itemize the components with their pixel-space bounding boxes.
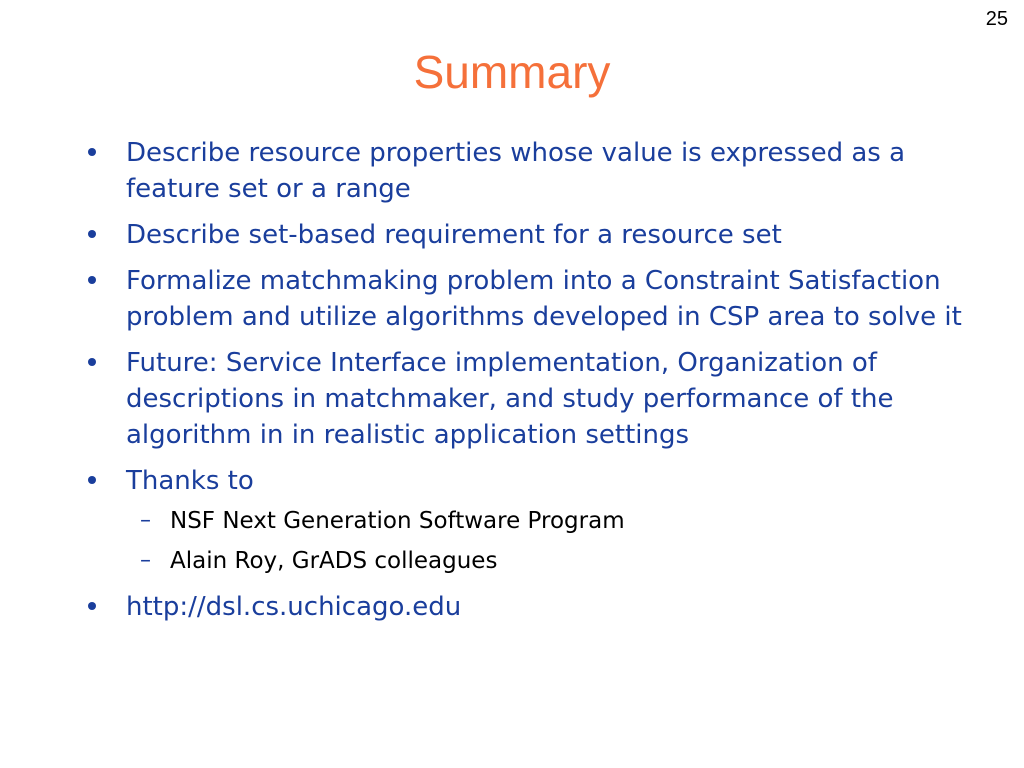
url-link[interactable]: http://dsl.cs.uchicago.edu: [126, 592, 462, 622]
bullet-dot-icon: [88, 148, 96, 156]
bullet-text: Thanks to: [126, 466, 254, 496]
sub-bullet-list: [126, 503, 964, 579]
bullet-item: [84, 217, 964, 253]
bullet-text: Future: Service Interface implementation, Organization of descriptions in matchmaker, and study performance of the algorithm in in realistic application settings: [126, 348, 894, 450]
bullet-item: [84, 263, 964, 335]
page-number: 25: [985, 8, 1008, 30]
bullet-item: [84, 589, 964, 625]
bullet-dot-icon: [88, 230, 96, 238]
sub-bullet-text: Alain Roy, GrADS colleagues: [170, 548, 498, 574]
bullet-text: Formalize matchmaking problem into a Constraint Satisfaction problem and utilize algorithms developed in CSP area to solve it: [126, 266, 962, 332]
bullet-dot-icon: [88, 358, 96, 366]
bullet-text: Describe set-based requirement for a resource set: [126, 220, 782, 250]
dash-icon: –: [140, 548, 151, 573]
sub-bullet-item: [140, 543, 964, 579]
bullet-item: [84, 135, 964, 207]
bullet-text: Describe resource properties whose value is expressed as a feature set or a range: [126, 138, 906, 204]
dash-icon: –: [140, 508, 151, 533]
bullet-dot-icon: [88, 276, 96, 284]
bullet-item: [84, 463, 964, 579]
bullet-dot-icon: [88, 602, 96, 610]
bullet-item: [84, 345, 964, 453]
sub-bullet-text: NSF Next Generation Software Program: [170, 508, 625, 534]
bullet-list: [84, 135, 964, 635]
sub-bullet-item: [140, 503, 964, 539]
slide-title: Summary: [413, 46, 611, 98]
bullet-dot-icon: [88, 476, 96, 484]
